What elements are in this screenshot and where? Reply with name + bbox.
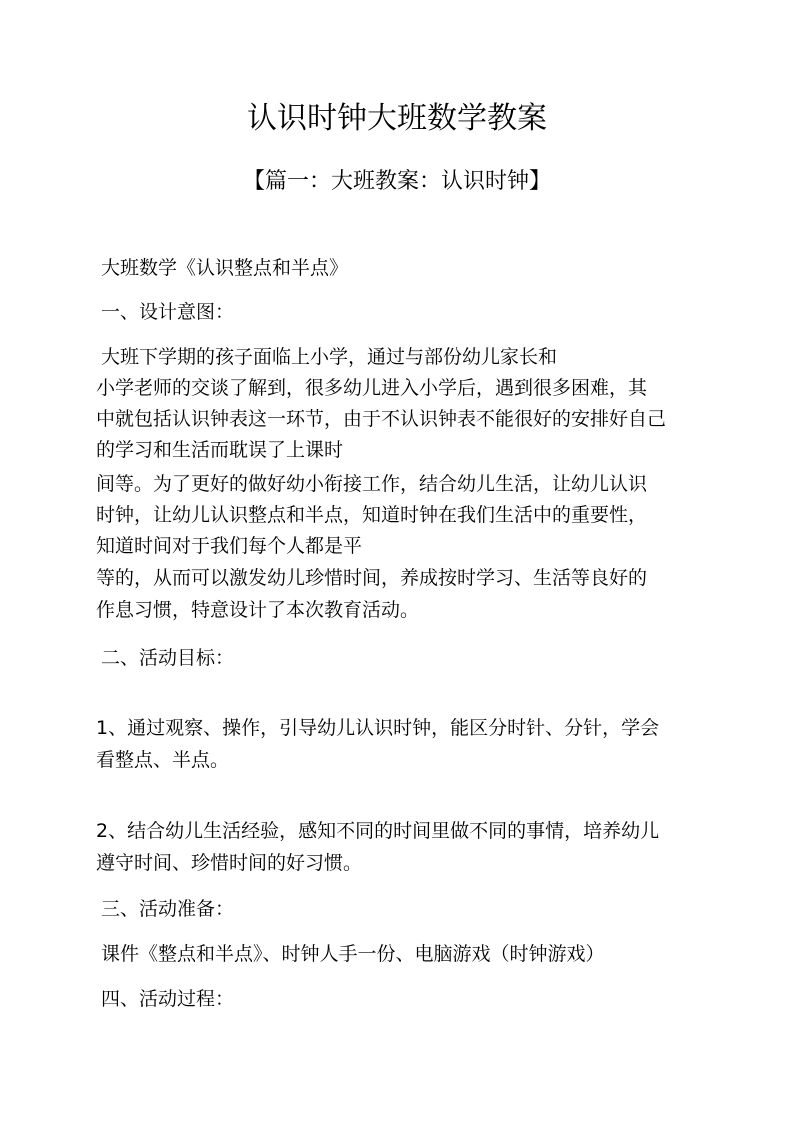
goal-item-line: 遵守时间、珍惜时间的好习惯。	[96, 852, 363, 874]
paragraph-line: 作息习惯，特意设计了本次教育活动。	[96, 599, 420, 621]
goal-item-line: 看整点、半点。	[96, 749, 230, 771]
document-title: 认识时钟大班数学教案	[247, 101, 547, 136]
preparation-line: 课件《整点和半点》、时钟人手一份、电脑游戏（时钟游戏）	[101, 943, 605, 965]
paragraph-line: 大班下学期的孩子面临上小学，通过与部份幼儿家长和	[101, 346, 558, 368]
paragraph-line: 小学老师的交谈了解到，很多幼儿进入小学后，遇到很多困难，其	[96, 377, 648, 399]
section-heading-goals: 二、活动目标：	[101, 647, 235, 669]
paragraph-line: 等的，从而可以激发幼儿珍惜时间，养成按时学习、生活等良好的	[96, 567, 648, 589]
section-heading-design: 一、设计意图：	[101, 301, 235, 323]
paragraph-line: 时钟，让幼儿认识整点和半点，知道时钟在我们生活中的重要性，	[96, 504, 648, 526]
goal-item-line: 2、结合幼儿生活经验，感知不同的时间里做不同的事情，培养幼儿	[96, 820, 660, 842]
paragraph-line: 知道时间对于我们每个人都是平	[96, 535, 363, 557]
section-heading-course: 大班数学《认识整点和半点》	[101, 257, 349, 279]
paragraph-line: 的学习和生活而耽误了上课时	[96, 439, 344, 461]
paragraph-line: 间等。为了更好的做好幼小衔接工作，结合幼儿生活，让幼儿认识	[96, 473, 648, 495]
section-heading-preparation: 三、活动准备：	[101, 898, 235, 920]
goal-item-line: 1、通过观察、操作，引导幼儿认识时钟，能区分时针、分针，学会	[96, 717, 660, 739]
document-subtitle: 【篇一：大班教案：认识时钟】	[242, 169, 551, 194]
paragraph-line: 中就包括认识钟表这一环节，由于不认识钟表不能很好的安排好自己	[96, 408, 667, 430]
section-heading-process: 四、活动过程：	[101, 988, 235, 1010]
